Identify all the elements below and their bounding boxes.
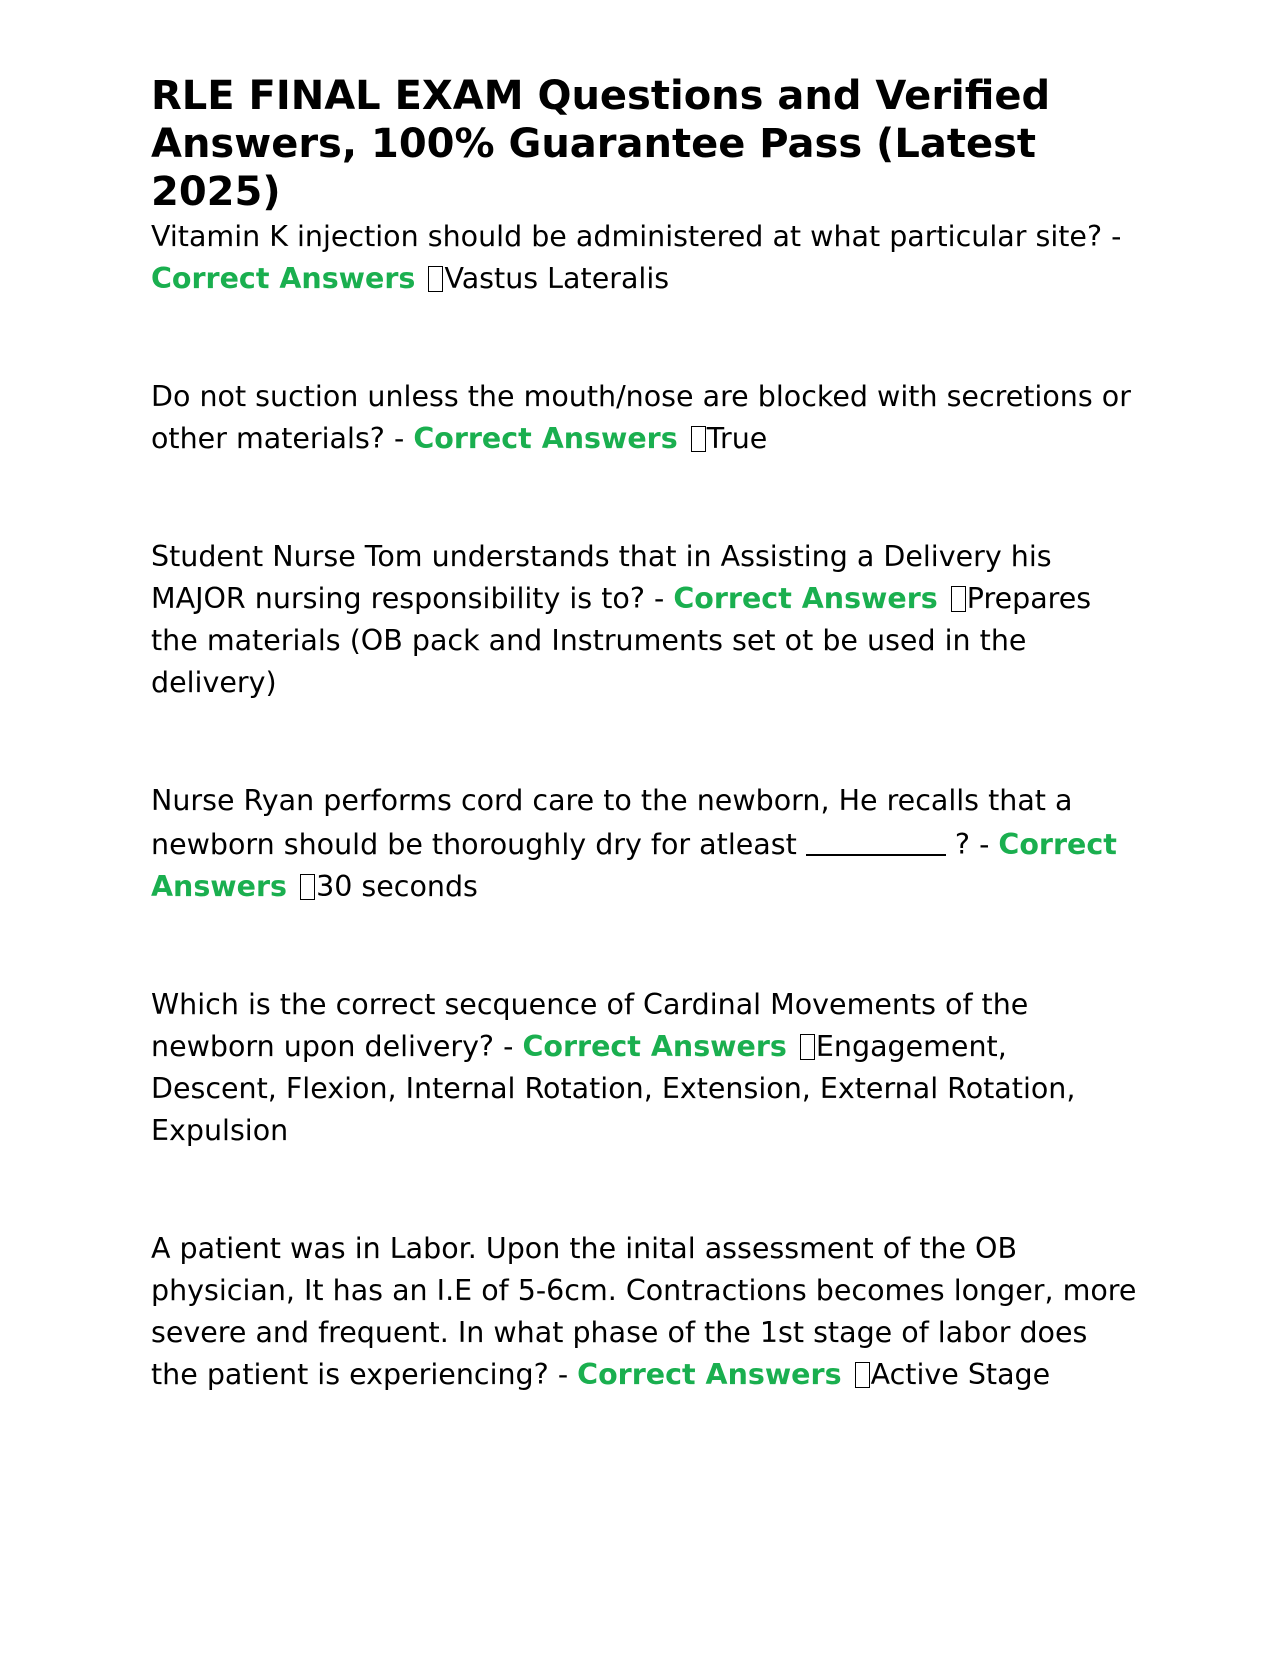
answer-separator: - — [644, 582, 674, 615]
missing-glyph-icon — [855, 1362, 870, 1388]
qa-item — [151, 1228, 1141, 1396]
answer-separator: - — [1102, 220, 1122, 253]
correct-answers-label: Correct Answers — [577, 1358, 842, 1391]
answer-text: Vastus Lateralis — [444, 262, 670, 295]
question-text: A patient was in Labor. Upon the inital assessment of the OB physician, It has an I.E of 5-6cm. Contractions becomes longer, more severe and frequent. In what phase of the 1st stage of labor does the patient is experiencing? — [151, 1232, 1137, 1391]
qa-item — [151, 376, 1141, 460]
correct-answers-label: Correct Answers — [673, 582, 938, 615]
answer-text: Active Stage — [870, 1358, 1051, 1391]
correct-answers-label: Correct Answers — [151, 262, 416, 295]
answer-separator: - — [548, 1358, 578, 1391]
question-text: Which is the correct secquence of Cardinal Movements of the newborn upon delivery? — [151, 988, 1029, 1063]
missing-glyph-icon — [691, 426, 706, 452]
answer-separator: - — [384, 422, 414, 455]
answer-text: True — [706, 422, 768, 455]
document-title: RLE FINAL EXAM Questions and Verified Answers, 100% Guarantee Pass (Latest 2025) — [151, 73, 1051, 215]
answer-text: Engagement, Descent, Flexion, Internal Rotation, Extension, External Rotation, Expulsion — [151, 1030, 1076, 1147]
question-text: Student Nurse Tom understands that in Assisting a Delivery his MAJOR nursing responsibility is to? — [151, 540, 1052, 615]
question-text-tail: ? — [945, 828, 971, 861]
correct-answers-label: Correct Answers — [522, 1030, 787, 1063]
question-text: Nurse Ryan performs cord care to the newborn, He recalls that a newborn should be thoroughly dry for atleast — [151, 784, 1073, 861]
answer-separator: - — [970, 828, 999, 861]
document-body — [151, 72, 1141, 1472]
correct-answers-label: Correct Answers — [413, 422, 678, 455]
question-text: Vitamin K injection should be administered at what particular site? — [151, 220, 1103, 253]
fill-in-blank-line — [806, 822, 946, 856]
qa-item — [151, 216, 1141, 300]
qa-item — [151, 536, 1141, 704]
answer-text: 30 seconds — [316, 870, 478, 903]
question-text: Do not suction unless the mouth/nose are blocked with secretions or other materials? — [151, 380, 1131, 455]
missing-glyph-icon — [951, 586, 966, 612]
qa-item — [151, 984, 1141, 1152]
qa-list — [151, 216, 1141, 1396]
missing-glyph-icon — [428, 266, 443, 292]
qa-item — [151, 780, 1141, 908]
correct-answers-label: Correct Answers — [151, 828, 1117, 903]
missing-glyph-icon — [800, 1034, 815, 1060]
answer-text: Prepares the materials (OB pack and Instruments set ot be used in the delivery) — [151, 582, 1092, 699]
missing-glyph-icon — [300, 874, 315, 900]
answer-separator: - — [494, 1030, 523, 1063]
